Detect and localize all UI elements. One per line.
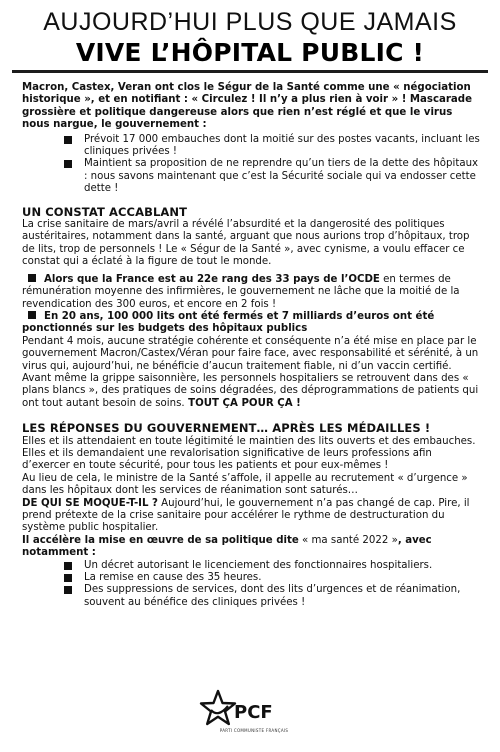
star-icon [198,688,238,728]
lits-fermes-bold: En 20 ans, 100 000 lits ont été fermés et 7 milliards d’euros ont été ponctionnés sur les budgets des hôpitaux publics [22,310,435,335]
bullet-square-icon [64,574,72,582]
reponses-paragraph-4 [22,535,480,560]
constat-paragraph-2 [22,274,480,311]
accelere-bold: Il accélère la mise en œuvre de sa politique dite [22,534,299,546]
reponses-bullet-text: Un décret autorisant le licenciement des fonctionnaires hospitaliers. [84,559,433,571]
tout-ca-pour-ca: TOUT ÇA POUR ÇA ! [184,397,301,409]
section-title-reponses: LES RÉPONSES DU GOUVERNEMENT… APRÈS LES MÉDAILLES ! [22,421,431,436]
headline-top: AUJOURD’HUI PLUS QUE JAMAIS [43,8,457,36]
reponses-paragraph-2: Au lieu de cela, le ministre de la Santé s’affole, il appelle au recrutement « d’urgence » dans les hôpitaux dont les services de réanimation sont saturés… [22,472,468,497]
strategie-text: Pendant 4 mois, aucune stratégie cohérente et conséquente n’a été mise en place par le gouvernement Macron/Castex/Véran pour faire face, avec responsabilité et sérénité, à un virus qui, aujourd’hui, ne bénéficie d’aucun traitement fiable, ni d’un vaccin certifié. Avant même la grippe saisonnière, les personnels hospitaliers se retrouvent dans des « plans blancs », des pratiques de soins dégradées, des déprogrammations de patients qui ont tout autant besoin de soins. [22,335,479,409]
ocde-rank-rest: en termes de rémunération moyenne des infirmières, le gouvernement ne lâche que la moitié de la revendication des 300 euros, et encore en 2 fois ! [22,273,460,310]
avec-notamment: , avec notamment : [22,534,432,559]
intro-paragraph: Macron, Castex, Veran ont clos le Ségur de la Santé comme une « négociation historique », et en notifiant : « Circulez ! Il n’y a plus rien à voir » ! Mascarade grossière et politique dangereuse alors que rien n’est réglé et que le virus nous nargue, le gouvernement : [22,82,473,131]
reponses-bullet [22,584,480,609]
qui-se-moque-rest: Aujourd’hui, le gouvernement n’a pas changé de cap. Pire, il prend prétexte de la crise sanitaire pour accélérer le rythme de destructuration du système public hospitalier. [22,497,470,534]
top-rule [12,70,488,73]
intro-bullet-text: Prévoit 17 000 embauches dont la moitié sur des postes vacants, incluant les cliniques privées ! [84,133,480,158]
reponses-bullet [22,572,480,584]
pcf-logo [198,688,308,748]
section-title-constat: UN CONSTAT ACCABLANT [22,204,188,219]
intro-bullet [22,158,480,195]
intro-bullet [22,134,480,159]
logo-name: PCF [234,702,273,723]
constat-paragraph-3 [22,311,480,336]
reponses-bullet-text: Des suppressions de services, dont des lits d’urgences et de réanimation, souvent au bénéfice des cliniques privées ! [84,584,461,608]
bullet-square-icon [64,586,72,594]
reponses-paragraph-1: Elles et ils attendaient en toute légitimité le maintien des lits ouverts et des embauches. Elles et ils demandaient une revalorisation significative de leurs professions afin d’exercer en toute sécurité, pour tous les patients et pour eux-mêmes ! [22,435,476,472]
reponses-paragraph-3 [22,498,480,535]
constat-paragraph-4 [22,336,480,410]
qui-se-moque-bold: DE QUI SE MOQUE-T-IL ? [22,497,158,509]
bullet-square-icon [28,311,36,319]
ma-sante-quote: « ma santé 2022 » [298,534,398,546]
bullet-square-icon [64,160,72,168]
logo-subtitle: PARTI COMMUNISTE FRANÇAIS [219,728,289,733]
headline-main: VIVE L’HÔPITAL PUBLIC ! [75,38,425,67]
tract-body [22,82,480,609]
bullet-square-icon [28,274,36,282]
constat-paragraph-1: La crise sanitaire de mars/avril a révélé l’absurdité et la dangerosité des politiques austéritaires, notamment dans la santé, arguant que nous aurions trop d’hôpitaux, trop de lits, trop de personnels ! Le « Ségur de la Santé », avec cynisme, a voulu effacer ce constat qui a éclaté à la figure de tout le monde. [22,219,470,268]
bullet-square-icon [64,136,72,144]
reponses-bullet [22,560,480,572]
ocde-rank-bold: Alors que la France est au 22e rang des 33 pays de l’OCDE [44,273,380,285]
bullet-square-icon [64,562,72,570]
intro-bullet-text: Maintient sa proposition de ne reprendre qu’un tiers de la dette des hôpitaux : nous savons maintenant que c’est la Sécurité sociale qui va endosser cette dette ! [84,158,479,195]
reponses-bullet-text: La remise en cause des 35 heures. [84,572,262,584]
